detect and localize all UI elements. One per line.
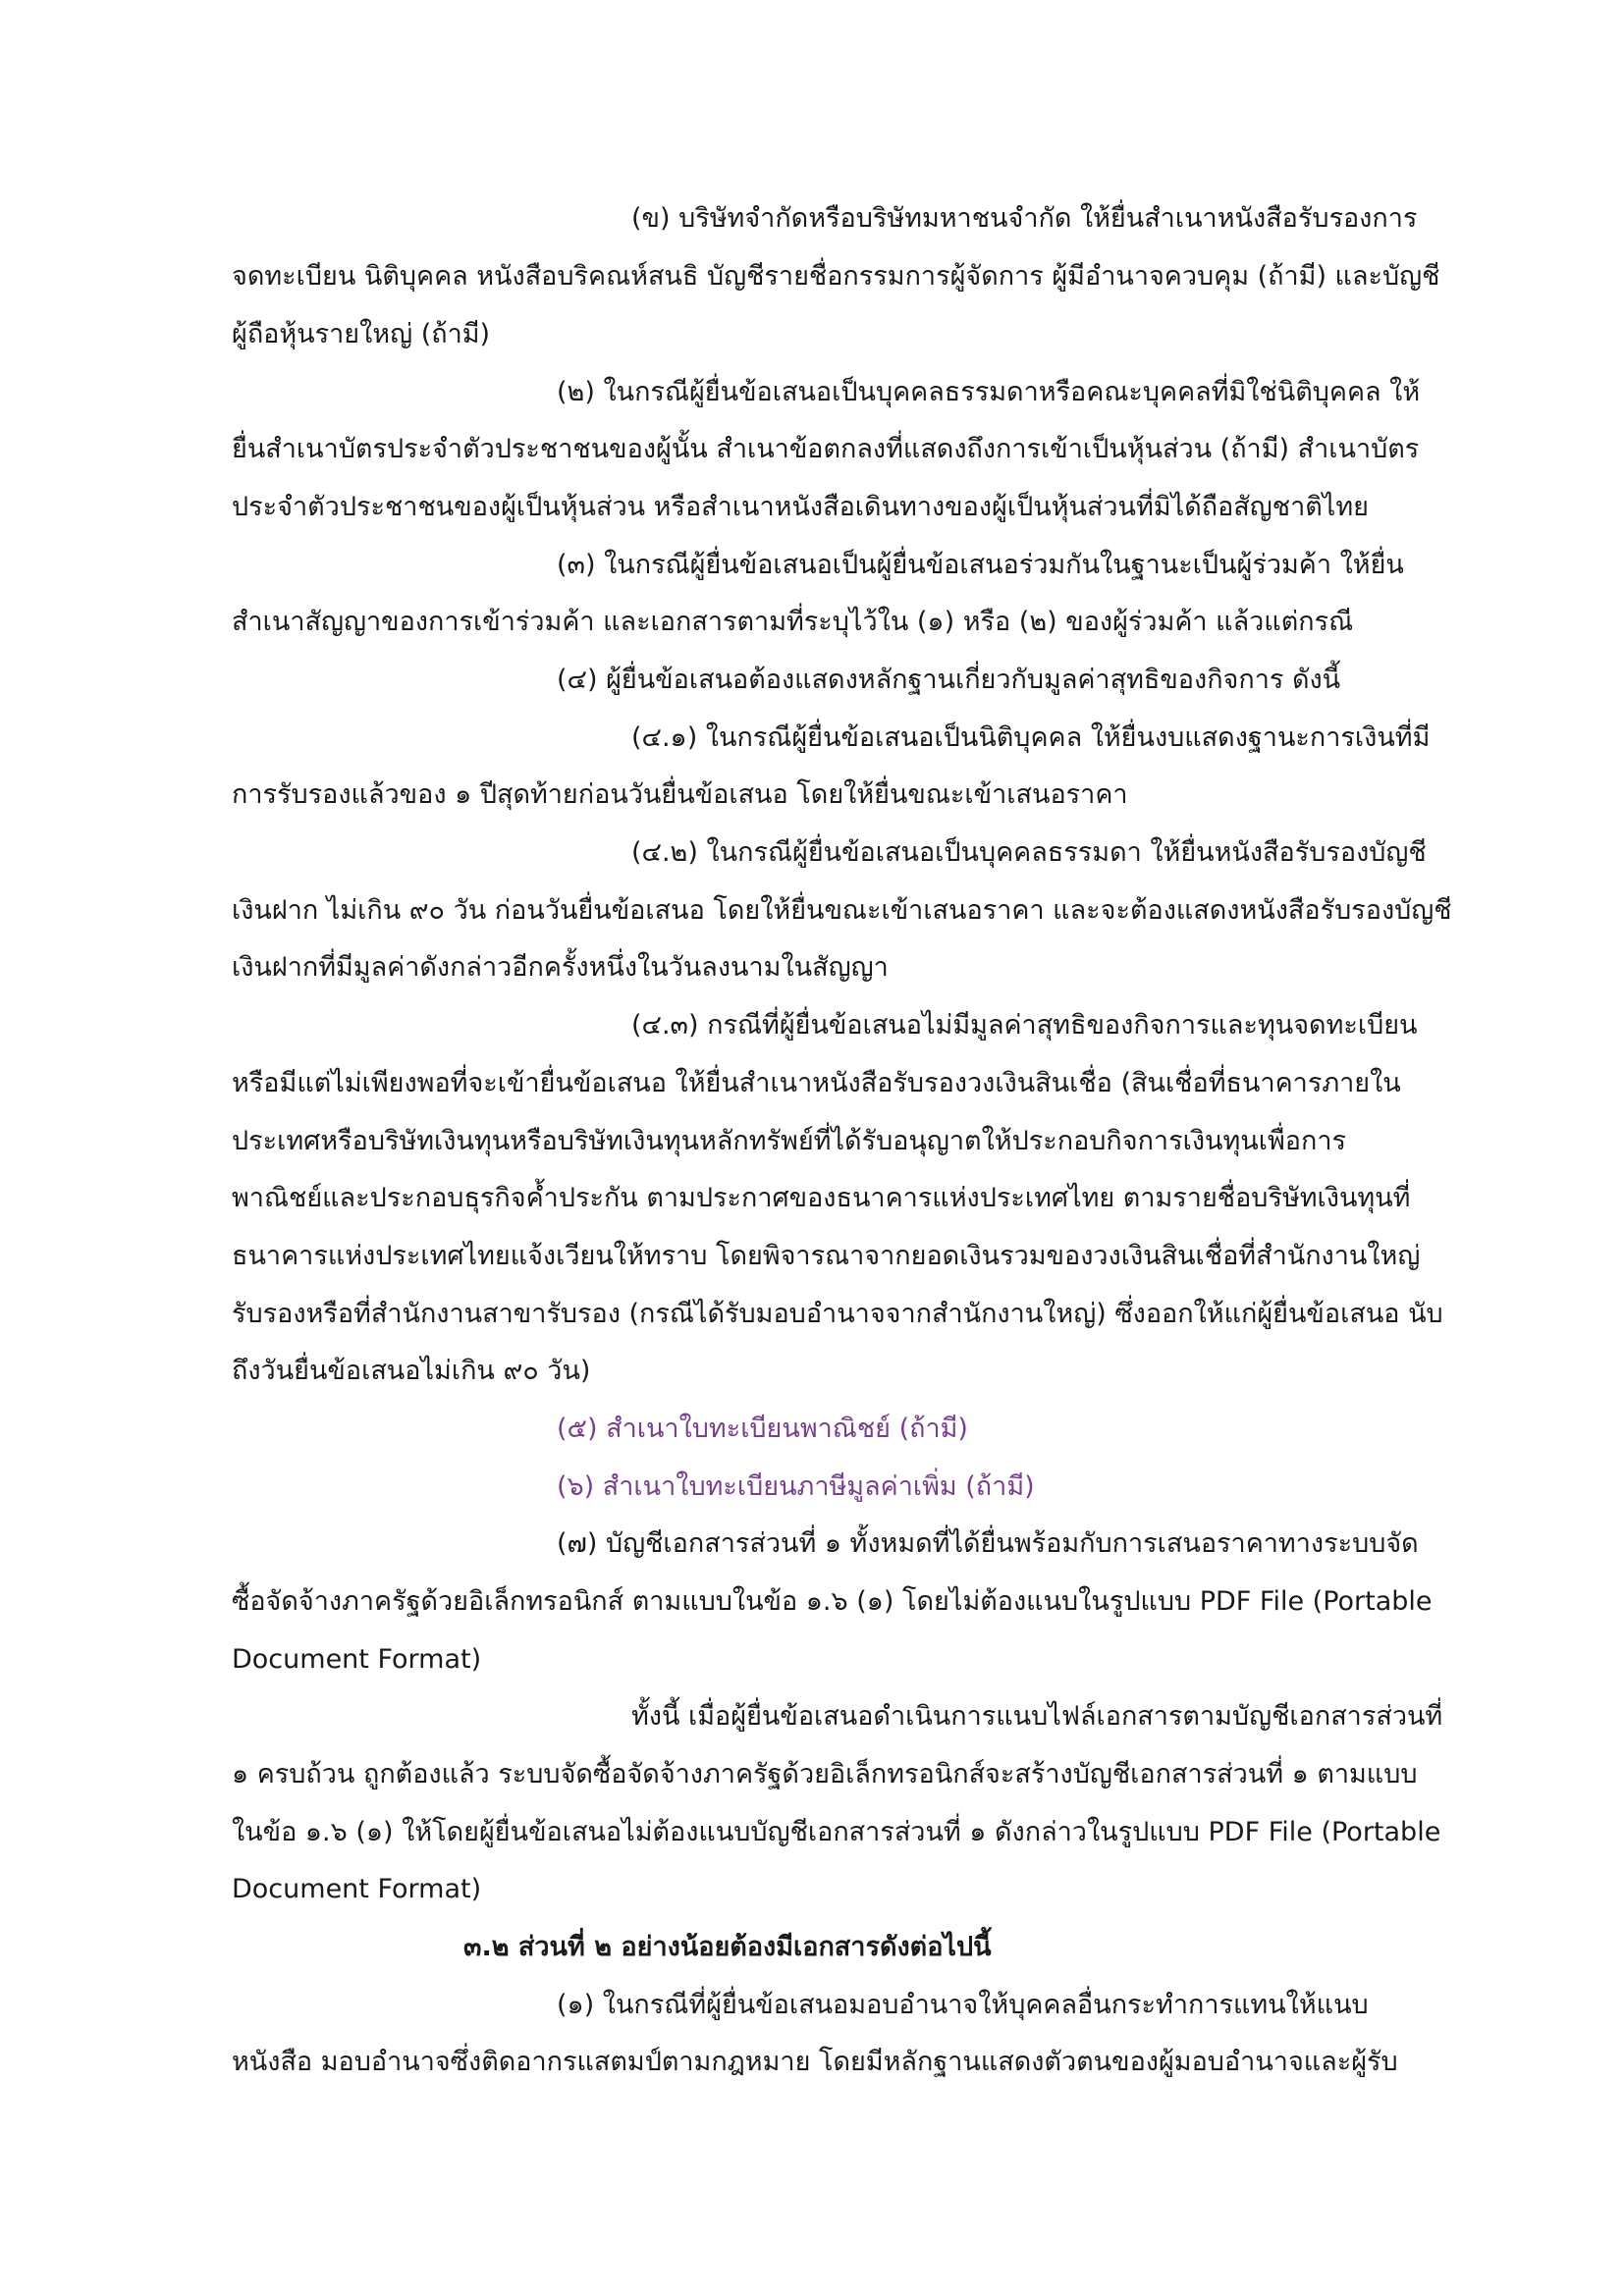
line-16: หรือมีแต่ไม่เพียงพอที่จะเข้ายื่นข้อเสนอ ให้ยื่นสำเนาหนังสือรับรองวงเงินสินเชื่อ (สินเชื่อที่ธนาคารภายใน: [232, 1068, 1401, 1098]
section-heading-3-2: ๓.๒ ส่วนที่ ๒ อย่างน้อยต้องมีเอกสารดังต่อไปนี้: [463, 1932, 992, 1962]
line-12: (๔.๒) ในกรณีผู้ยื่นข้อเสนอเป็นบุคคลธรรมดา ให้ยื่นหนังสือรับรองบัญชี: [631, 837, 1427, 868]
line-01: (ข) บริษัทจำกัดหรือบริษัทมหาชนจำกัด ให้ยื่นสำเนาหนังสือรับรองการ: [631, 203, 1418, 234]
line-11: การรับรองแล้วของ ๑ ปีสุดท้ายก่อนวันยื่นข้อเสนอ โดยให้ยื่นขณะเข้าเสนอราคา: [232, 779, 1128, 810]
line-28: ๑ ครบถ้วน ถูกต้องแล้ว ระบบจัดซื้อจัดจ้างภาครัฐด้วยอิเล็กทรอนิกส์จะสร้างบัญชีเอกสารส่วนที่ ๑ ตามแบบ: [232, 1759, 1418, 1789]
line-17: ประเทศหรือบริษัทเงินทุนหรือบริษัทเงินทุนหลักทรัพย์ที่ได้รับอนุญาตให้ประกอบกิจการเงินทุนเพื่อการ: [232, 1126, 1346, 1156]
line-06: ประจำตัวประชาชนของผู้เป็นหุ้นส่วน หรือสำเนาหนังสือเดินทางของผู้เป็นหุ้นส่วนที่มิได้ถือสัญชาติไทย: [232, 492, 1369, 522]
line-10: (๔.๑) ในกรณีผู้ยื่นข้อเสนอเป็นนิติบุคคล ให้ยื่นงบแสดงฐานะการเงินที่มี: [631, 722, 1431, 753]
line-25: ซื้อจัดจ้างภาครัฐด้วยอิเล็กทรอนิกส์ ตามแบบในข้อ ๑.๖ (๑) โดยไม่ต้องแนบในรูปแบบ PDF File (Portable: [232, 1586, 1433, 1617]
line-19: ธนาคารแห่งประเทศไทยแจ้งเวียนให้ทราบ โดยพิจารณาจากยอดเงินรวมของวงเงินสินเชื่อที่สำนักงานใหญ่: [232, 1241, 1421, 1271]
line-02: จดทะเบียน นิติบุคคล หนังสือบริคณห์สนธิ บัญชีรายชื่อกรรมการผู้จัดการ ผู้มีอำนาจควบคุม (ถ้ามี) และบัญชี: [232, 261, 1440, 292]
line-09: (๔) ผู้ยื่นข้อเสนอต้องแสดงหลักฐานเกี่ยวกับมูลค่าสุทธิของกิจการ ดังนี้: [557, 665, 1341, 695]
line-29: ในข้อ ๑.๖ (๑) ให้โดยผู้ยื่นข้อเสนอไม่ต้องแนบบัญชีเอกสารส่วนที่ ๑ ดังกล่าวในรูปแบบ PDF File (Portable: [232, 1817, 1441, 1847]
line-22-commercial-registration: (๕) สำเนาใบทะเบียนพาณิชย์ (ถ้ามี): [557, 1414, 968, 1444]
line-21: ถึงวันยื่นข้อเสนอไม่เกิน ๙๐ วัน): [232, 1356, 591, 1386]
line-20: รับรองหรือที่สำนักงานสาขารับรอง (กรณีได้รับมอบอำนาจจากสำนักงานใหญ่) ซึ่งออกให้แก่ผู้ยื่นข้อเสนอ นับ: [232, 1299, 1443, 1329]
line-24: (๗) บัญชีเอกสารส่วนที่ ๑ ทั้งหมดที่ได้ยื่นพร้อมกับการเสนอราคาทางระบบจัด: [557, 1528, 1419, 1559]
line-26: Document Format): [232, 1644, 482, 1675]
line-05: ยื่นสำเนาบัตรประจำตัวประชาชนของผู้นั้น สำเนาข้อตกลงที่แสดงถึงการเข้าเป็นหุ้นส่วน (ถ้ามี) สำเนาบัตร: [232, 434, 1420, 464]
line-23-vat-registration: (๖) สำเนาใบทะเบียนภาษีมูลค่าเพิ่ม (ถ้ามี): [557, 1471, 1035, 1502]
line-33: หนังสือ มอบอำนาจซึ่งติดอากรแสตมป์ตามกฎหมาย โดยมีหลักฐานแสดงตัวตนของผู้มอบอำนาจและผู้รับ: [232, 2047, 1398, 2077]
line-13: เงินฝาก ไม่เกิน ๙๐ วัน ก่อนวันยื่นข้อเสนอ โดยให้ยื่นขณะเข้าเสนอราคา และจะต้องแสดงหนังสือรับรองบัญชี: [232, 895, 1452, 926]
line-04: (๒) ในกรณีผู้ยื่นข้อเสนอเป็นบุคคลธรรมดาหรือคณะบุคคลที่มิใช่นิติบุคคล ให้: [557, 377, 1421, 407]
line-08: สำเนาสัญญาของการเข้าร่วมค้า และเอกสารตามที่ระบุไว้ใน (๑) หรือ (๒) ของผู้ร่วมค้า แล้วแต่กรณี: [232, 607, 1354, 637]
line-03: ผู้ถือหุ้นรายใหญ่ (ถ้ามี): [232, 319, 491, 349]
line-18: พาณิชย์และประกอบธุรกิจค้ำประกัน ตามประกาศของธนาคารแห่งประเทศไทย ตามรายชื่อบริษัทเงินทุนที่: [232, 1183, 1411, 1213]
line-15: (๔.๓) กรณีที่ผู้ยื่นข้อเสนอไม่มีมูลค่าสุทธิของกิจการและทุนจดทะเบียน: [631, 1010, 1418, 1041]
line-14: เงินฝากที่มีมูลค่าดังกล่าวอีกครั้งหนึ่งในวันลงนามในสัญญา: [232, 952, 889, 983]
line-07: (๓) ในกรณีผู้ยื่นข้อเสนอเป็นผู้ยื่นข้อเสนอร่วมกันในฐานะเป็นผู้ร่วมค้า ให้ยื่น: [557, 550, 1404, 580]
line-27: ทั้งนี้ เมื่อผู้ยื่นข้อเสนอดำเนินการแนบไฟล์เอกสารตามบัญชีเอกสารส่วนที่: [631, 1701, 1443, 1732]
line-32: (๑) ในกรณีที่ผู้ยื่นข้อเสนอมอบอำนาจให้บุคคลอื่นกระทำการแทนให้แนบ: [557, 1990, 1369, 2020]
line-30: Document Format): [232, 1874, 482, 1904]
